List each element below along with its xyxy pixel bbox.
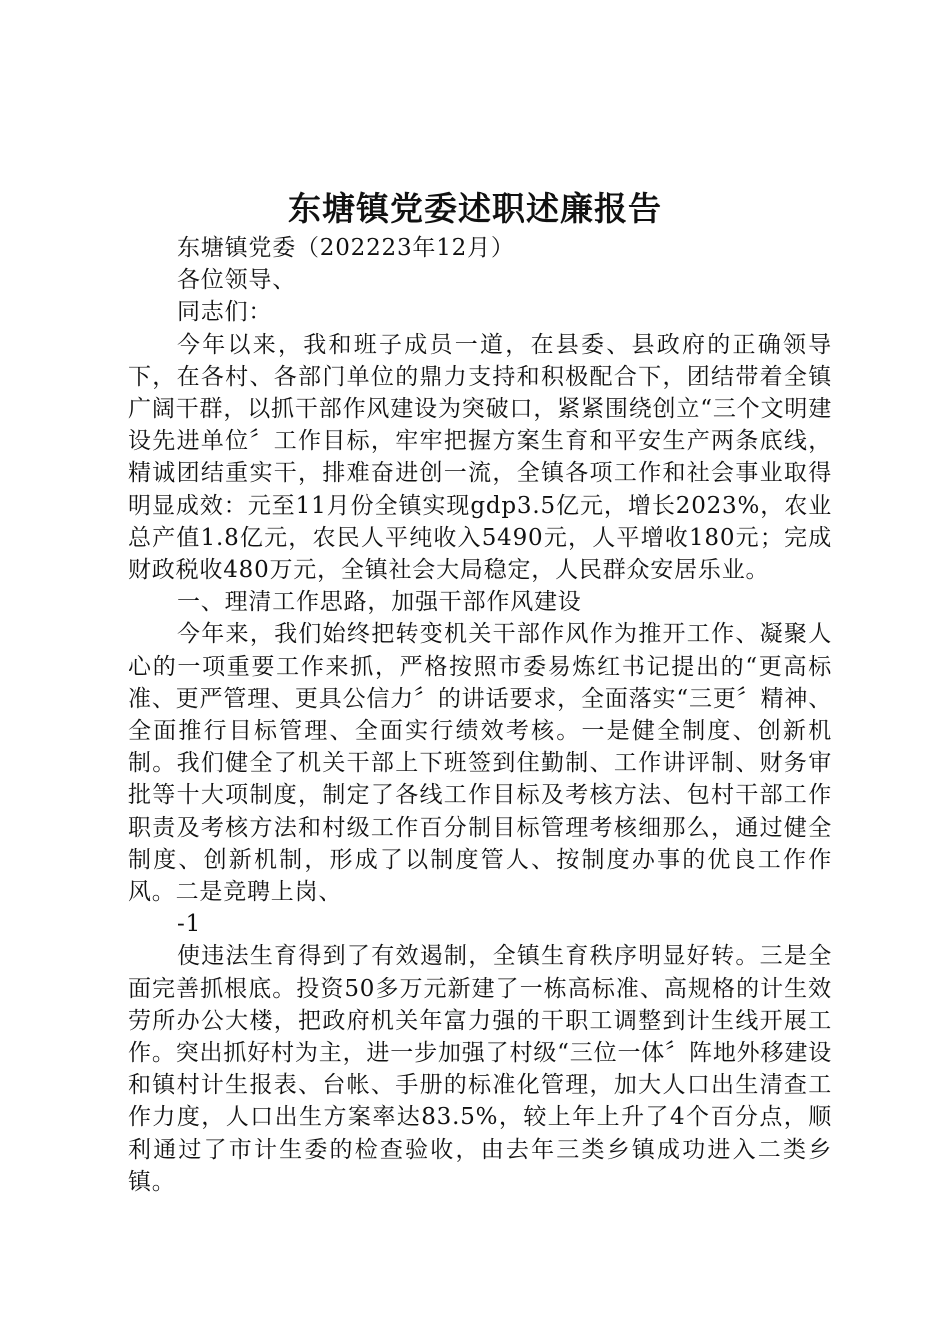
document-body — [128, 232, 832, 1198]
page-number: -1 — [177, 911, 202, 938]
paragraph-2: 今年来，我们始终把转变机关干部作风作为推开工作、凝聚人心的一项重要工作来抓，严格按照市委易炼红书记提出的“更高标准、更严管理、更具公信力〞的讲话要求，全面落实“三更〞精神、全面推行目标管理、全面实行绩效考核。一是健全制度、创新机制。我们健全了机关干部上下班签到住勤制、工作讲评制、财务审批等十大项制度，制定了各线工作目标及考核方法、包村干部工作职责及考核方法和村级工作百分制目标管理考核细那么，通过健全制度、创新机制，形成了以制度管人、按制度办事的优良工作作风。二是竞聘上岗、 — [128, 621, 832, 906]
document-title: 东塘镇党委述职述廉报告 — [288, 189, 662, 228]
section-heading-1: 一、理清工作思路，加强干部作风建设 — [177, 589, 582, 616]
greeting-line-2: 同志们： — [177, 299, 273, 326]
paragraph-3: 使违法生育得到了有效遏制，全镇生育秩序明显好转。三是全面完善抓根底。投资50多万元新建了一栋高标准、高规格的计生效劳所办公大楼，把政府机关年富力强的干职工调整到计生线开展工作。突出抓好村为主，进一步加强了村级“三位一体〞阵地外移建设和镇村计生报表、台帐、手册的标准化管理，加大人口出生清查工作力度，人口出生方案率达83.5%，较上年上升了4个百分点，顺利通过了市计生委的检查验收，由去年三类乡镇成功进入二类乡镇。 — [128, 943, 832, 1195]
paragraph-1: 今年以来，我和班子成员一道，在县委、县政府的正确领导下，在各村、各部门单位的鼎力支持和积极配合下，团结带着全镇广阔干群，以抓干部作风建设为突破口，紧紧围绕创立“三个文明建设先进单位〞工作目标，牢牢把握方案生育和平安生产两条底线，精诚团结重实干，排难奋进创一流，全镇各项工作和社会事业取得明显成效：元至11月份全镇实现gdp3.5亿元，增长2023%，农业总产值1.8亿元，农民人平纯收入5490元，人平增收180元；完成财政税收480万元，全镇社会大局稳定，人民群众安居乐业。 — [128, 331, 832, 584]
byline: 东塘镇党委（202223年12月） — [177, 235, 515, 261]
greeting-line-1: 各位领导、 — [177, 267, 296, 294]
